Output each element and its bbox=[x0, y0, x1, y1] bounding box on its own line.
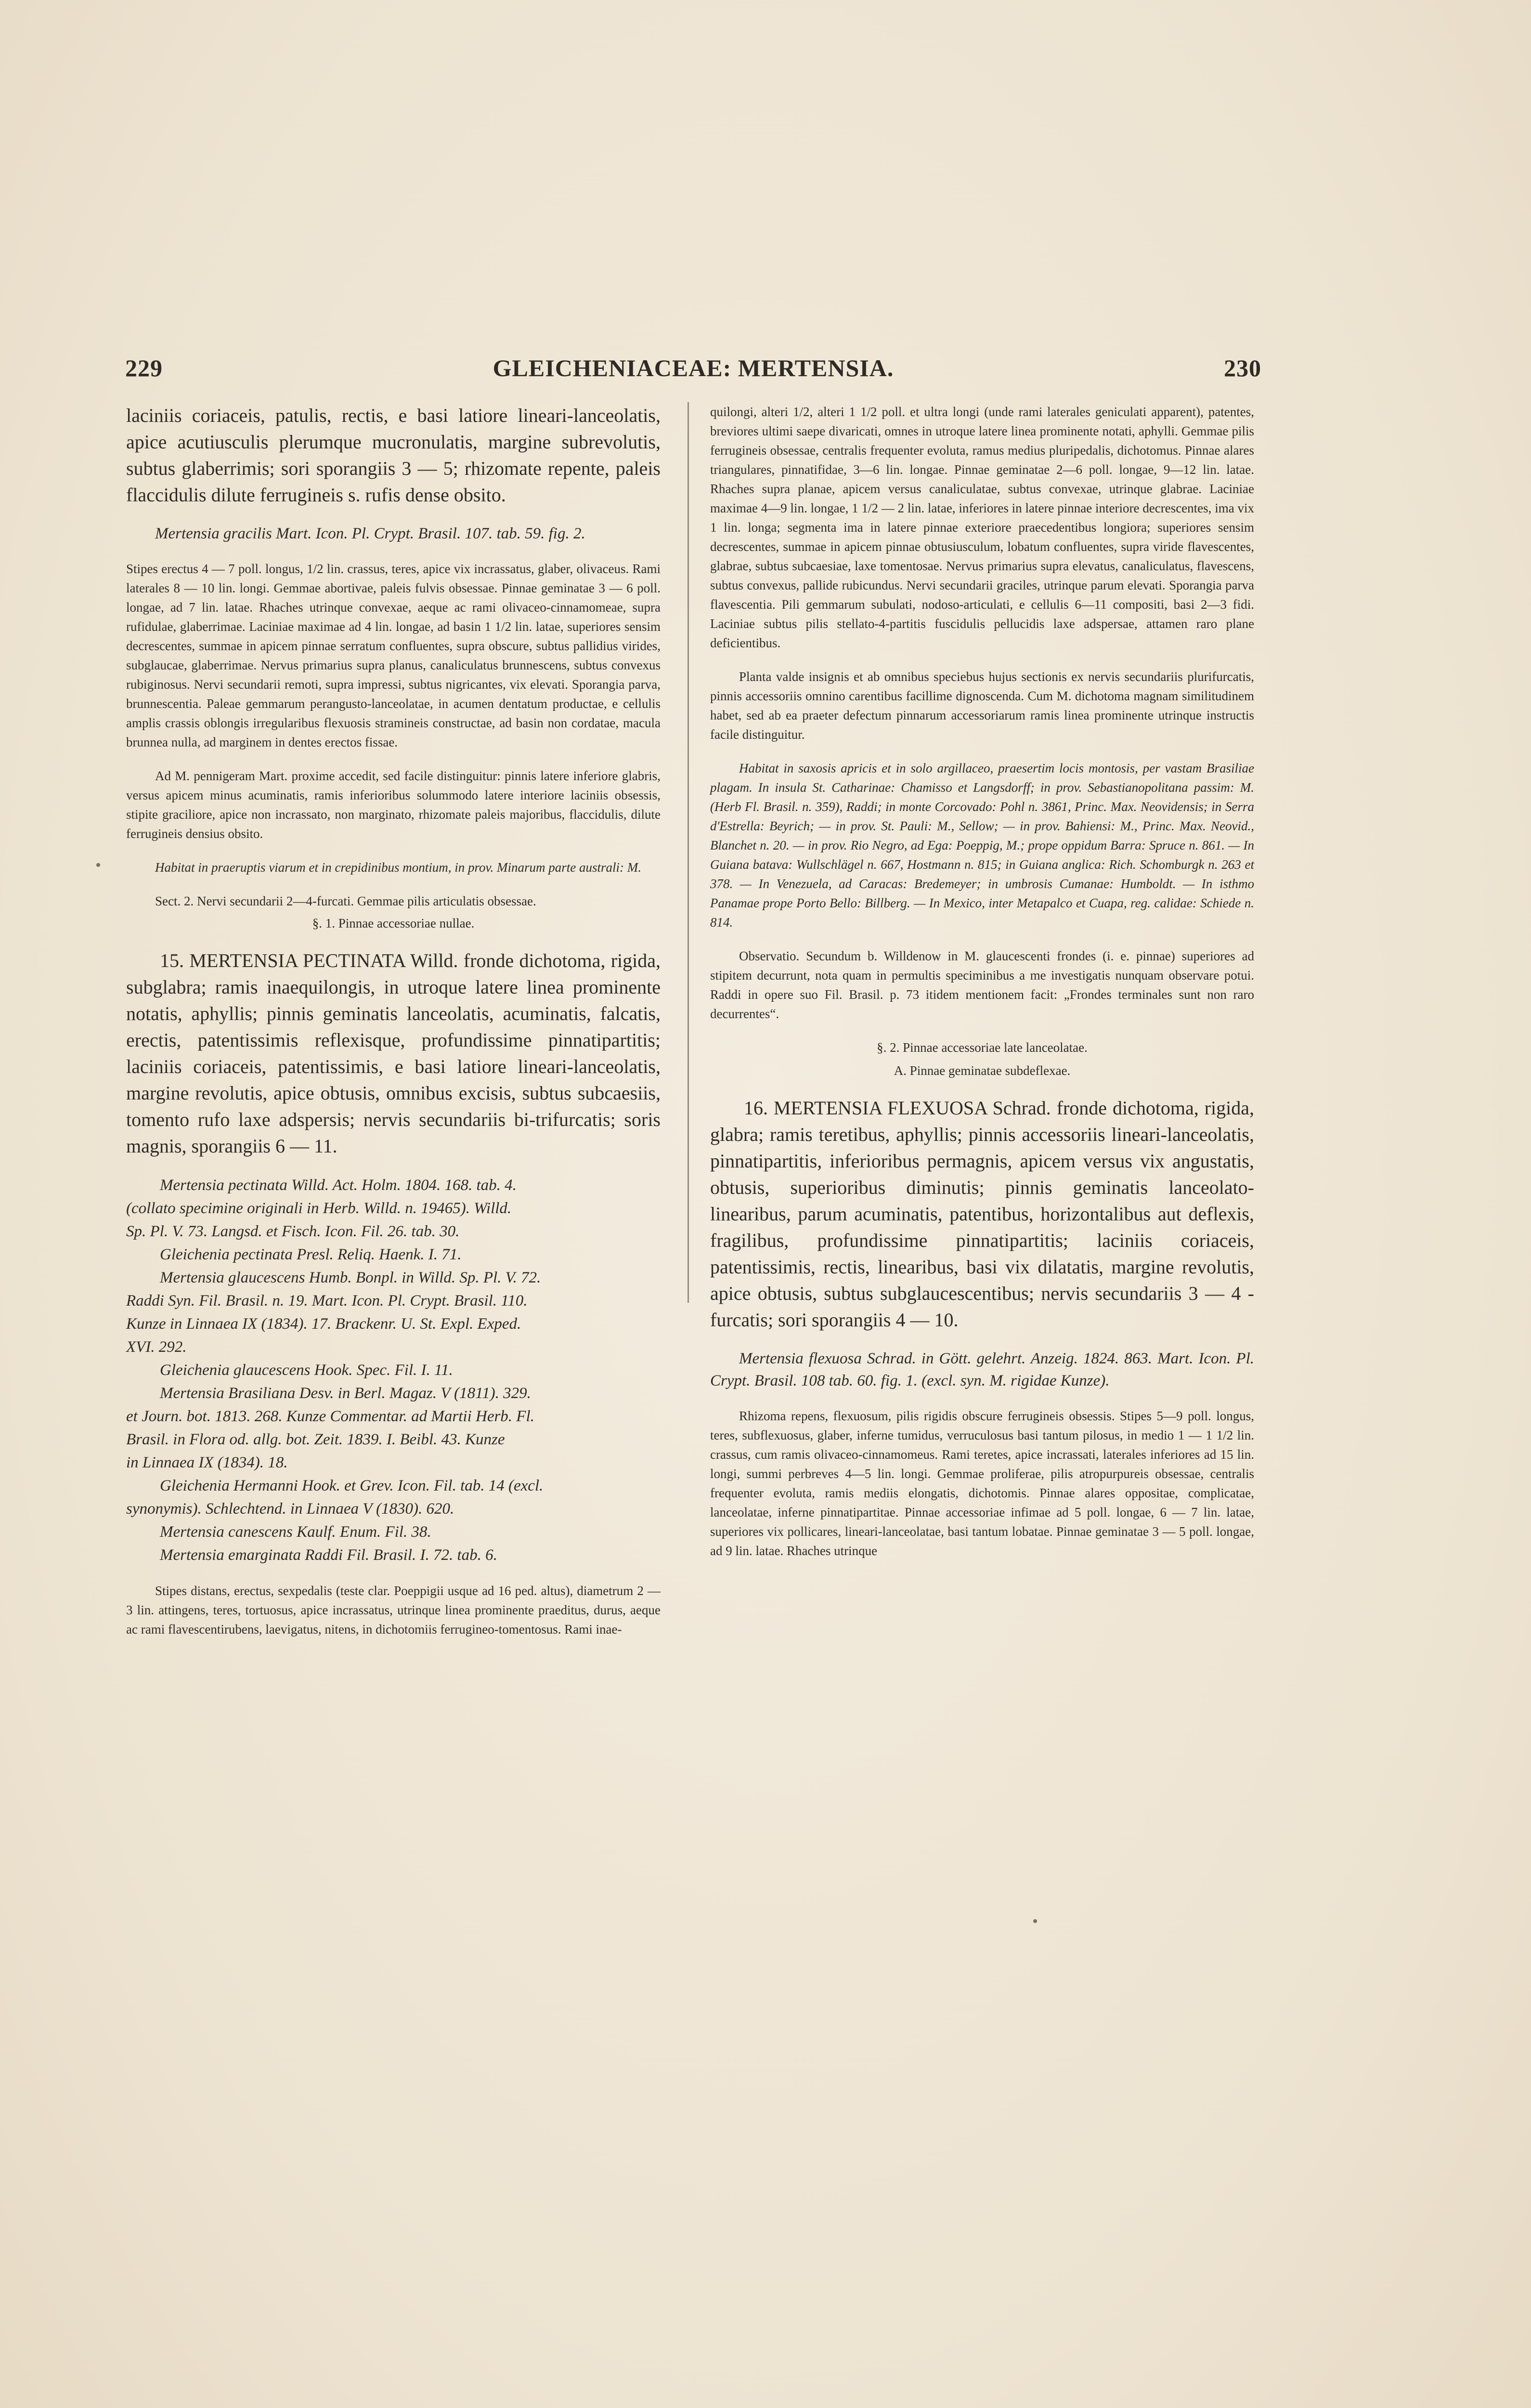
paper-speck bbox=[1033, 1919, 1037, 1923]
citation-line: Gleichenia glaucescens Hook. Spec. Fil. I. 11. bbox=[160, 1361, 453, 1379]
citation-mertensia-gracilis: Mertensia gracilis Mart. Icon. Pl. Crypt. Brasil. 107. tab. 59. fig. 2. bbox=[155, 525, 585, 542]
species-14-habitat: Habitat in praeruptis viarum et in crepidinibus montium, in prov. Minarum parte australi: M. bbox=[155, 860, 641, 875]
page-number-left: 229 bbox=[125, 354, 163, 381]
subsection-1-heading: §. 1. Pinnae accessoriae nullae. bbox=[312, 916, 475, 930]
citation-line: synonymis). Schlechtend. in Linnaea V (1830). 620. bbox=[126, 1500, 454, 1518]
citation-line: et Journ. bot. 1813. 268. Kunze Commentar. ad Martii Herb. Fl. bbox=[126, 1408, 534, 1425]
citation-line: Raddi Syn. Fil. Brasil. n. 19. Mart. Icon. Pl. Crypt. Brasil. 110. bbox=[126, 1292, 528, 1309]
left-column bbox=[126, 402, 661, 1653]
page-header bbox=[125, 354, 1261, 388]
column-divider bbox=[688, 402, 689, 1303]
citation-line: Gleichenia Hermanni Hook. et Grev. Icon. Fil. tab. 14 (excl. bbox=[160, 1477, 544, 1494]
species-14-comparison: Ad M. pennigeram Mart. proxime accedit, sed facile distinguitur: pinnis latere inferiore glabris, versus apicem minus acuminatis, ramis inferioribus solummodo latere interiore laciniis obsessis, stipite graciliore, apice non incrassato, non marginato, rhizomate paleis majoribus, flaccidulis, dilute ferrugineis densius obsito. bbox=[126, 769, 661, 841]
running-title: GLEICHENIACEAE: MERTENSIA. bbox=[493, 354, 894, 381]
species-15-details-continued: quilongi, alteri 1/2, alteri 1 1/2 poll. et ultra longi (unde rami laterales geniculati apparent), patentes, breviores ultimi saepe divaricati, omnes in utroque latere linea prominente notati, aphylli. Gemmae pilis ferrugineis obsessae, centralis frequenter evoluta, ramus medius pluripedalis, dichotomus. Pinnae alares triangulares, pinnatifidae, 3—6 lin. longae. Pinnae geminatae 2—6 poll. longae, 9—12 lin. latae. Rhaches supra planae, apicem versus canaliculatae, subtus convexae, utrinque glabrae. Laciniae maximae 4—9 lin. longae, 1 1/2 — 2 lin. latae, inferiores in latere pinnae interiore decrescentes, ima vix 1 lin. longa; segmenta ima in latere pinnae exteriore praecedentibus longiora; superiores sensim decrescentes, summae in apicem pinnae obtusiusculum, lobatum confluentes, supra viride flavescentes, glabrae, subtus subcaesiae, laxe tomentosae. Nervus primarius supra elevatus, canaliculatus, flavescens, subtus convexus, pallide rubicundus. Nervi secundarii graciles, utrinque parum elevati. Sporangia parva flavescentia. Pili gemmarum subulati, nodoso-articulati, e cellulis 6—11 compositi, basi 2—3 fidi. Laciniae subtus pilis stellato-4-partitis fuscidulis pellucidis laxe adspersae, attamen raro plane deficientibus. bbox=[710, 405, 1254, 650]
citation-line: Mertensia glaucescens Humb. Bonpl. in Willd. Sp. Pl. V. 72. bbox=[160, 1269, 541, 1286]
species-15-observation: Observatio. Secundum b. Willdenow in M. glaucescenti frondes (i. e. pinnae) superiores ad stipitem decurrunt, nota quam in permultis speciminibus a me investigatis nunquam observare potui. Raddi in opere suo Fil. Brasil. p. 73 itidem mentionem facit: „Frondes terminales sunt non raro decurrentes“. bbox=[710, 949, 1254, 1021]
citation-line: in Linnaea IX (1834). 18. bbox=[126, 1454, 288, 1471]
species-16-diagnosis: 16. MERTENSIA FLEXUOSA Schrad. fronde dichotoma, rigida, glabra; ramis teretibus, aphyllis; pinnis accessoriis lineari-lanceolatis, pinnatipartitis, inferioribus permagnis, apicem versus vix angustatis, obtusis, superioribus diminutis; pinnis geminatis lanceolato-linearibus, parum acuminatis, patentibus, horizontalibus aut deflexis, fragilibus, profundissime pinnatipartitis; laciniis coriaceis, patentissimis, rectis, linearibus, basi vix dilatatis, margine revolutis, apice obtusis, subtus subglaucescentibus; nervis secundariis 3 — 4 - furcatis; sori sporangiis 4 — 10. bbox=[710, 1097, 1254, 1331]
section-2-heading: Sect. 2. Nervi secundarii 2—4-furcati. Gemmae pilis articulatis obsessae. bbox=[155, 894, 536, 908]
species-15-diagnosis: 15. MERTENSIA PECTINATA Willd. fronde dichotoma, rigida, subglabra; ramis inaequilongis, in utroque latere linea prominente notatis, aphyllis; pinnis geminatis lanceolatis, acuminatis, falcatis, erectis, patentissimis reflexisque, profundissime pinnatipartitis; laciniis coriaceis, patentissimis, e basi latiore lineari-lanceolatis, margine revolutis, apice obtusis, omnibus excisis, subtus subcaesiis, tomento rufo laxe adspersis; nervis secundariis bi-trifurcatis; soris magnis, sporangiis 6 — 11. bbox=[126, 950, 661, 1157]
citation-line: XVI. 292. bbox=[126, 1338, 187, 1356]
citation-line: Kunze in Linnaea IX (1834). 17. Brackenr. U. St. Expl. Exped. bbox=[126, 1315, 521, 1333]
species-14-details: Stipes erectus 4 — 7 poll. longus, 1/2 lin. crassus, teres, apice vix incrassatus, glaber, olivaceus. Rami laterales 8 — 10 lin. longi. Gemmae abortivae, paleis fulvis obsessae. Pinnae geminatae 3 — 6 poll. longae, ad 7 lin. latae. Rhaches utrinque convexae, aeque ac rami olivaceo-cinnamomeae, supra rufidulae, glaberrimae. Laciniae maximae ad 4 lin. longae, ad basin 1 1/2 lin. latae, superiores sensim decrescentes, summae in apicem pinnae serratum confluentes, supra obscure, subtus pallidius virides, subglaucae, glaberrimae. Nervus primarius supra planus, canaliculatus brunnescens, subtus convexus rubiginosus. Nervi secundarii remoti, supra impressi, subtus nigricantes, vix elevati. Sporangia parva, brunnescentia. Paleae gemmarum perangusto-lanceolatae, in acumen dentatum productae, e cellulis amplis crassis oblongis irregularibus flexuosis stramineis constructae, ad basin non cordatae, macula brunnea nulla, ad marginem in dentes erectos fissae. bbox=[126, 562, 661, 749]
species-15-habitat: Habitat in saxosis apricis et in solo argillaceo, praesertim locis montosis, per vastam Brasiliae plagam. In insula St. Catharinae: Chamisso et Langsdorff; in prov. Sebastianopolitana passim: M. (Herb Fl. Brasil. n. 359), Raddi; in monte Corcovado: Pohl n. 3861, Princ. Max. Neovidensis; in Serra d'Estrella: Beyrich; — in prov. St. Pauli: M., Sellow; — in prov. Bahiensi: M., Princ. Max. Neovid., Blanchet n. 20. — in prov. Rio Negro, ad Ega: Poeppig, M.; prope oppidum Barra: Spruce n. 861. — In Guiana batava: Wullschlägel n. 667, Hostmann n. 815; in Guiana anglica: Rich. Schomburgk n. 263 et 378. — In Venezuela, ad Caracas: Bredemeyer; in umbrosis Cumanae: Humboldt. — In isthmo Panamae prope Porto Bello: Billberg. — In Mexico, inter Metapalco et Cuapa, reg. calidae: Schiede n. 814. bbox=[710, 761, 1254, 929]
citation-line: Sp. Pl. V. 73. Langsd. et Fisch. Icon. Fil. 26. tab. 30. bbox=[126, 1223, 460, 1240]
citation-line: Mertensia emarginata Raddi Fil. Brasil. I. 72. tab. 6. bbox=[160, 1546, 497, 1564]
paper-speck bbox=[96, 863, 100, 867]
right-column bbox=[710, 402, 1254, 1575]
citation-line: Gleichenia pectinata Presl. Reliq. Haenk. I. 71. bbox=[160, 1246, 462, 1263]
species-14-description-end: laciniis coriaceis, patulis, rectis, e basi latiore lineari-lanceolatis, apice acutiusculis plerumque mucronulatis, margine subrevolutis, subtus glaberrimis; sori sporangiis 3 — 5; rhizomate repente, paleis flaccidulis dilute ferrugineis s. rufis dense obsito. bbox=[126, 405, 661, 506]
species-15-details: Stipes distans, erectus, sexpedalis (teste clar. Poeppigii usque ad 16 ped. altus), diametrum 2 — 3 lin. attingens, teres, tortuosus, apice incrassatus, utrinque linea prominente praeditus, durus, aeque ac rami flavescentirubens, laevigatus, nitens, in dichotomiis ferrugineo-tomentosus. Rami inae- bbox=[126, 1584, 661, 1636]
subsection-2-heading: §. 2. Pinnae accessoriae late lanceolatae. bbox=[877, 1040, 1088, 1055]
citation-line: (collato specimine originali in Herb. Willd. n. 19465). Willd. bbox=[126, 1200, 512, 1217]
citation-mertensia-flexuosa: Mertensia flexuosa Schrad. in Gött. gelehrt. Anzeig. 1824. 863. Mart. Icon. Pl. Crypt. Brasil. 108 tab. 60. fig. 1. (excl. syn. M. rigidae Kunze). bbox=[710, 1350, 1254, 1389]
species-16-details: Rhizoma repens, flexuosum, pilis rigidis obscure ferrugineis obsessis. Stipes 5—9 poll. longus, teres, subflexuosus, glaber, inferne tumidus, verruculosus basi tantum pilosus, in medio 1 — 1 1/2 lin. crassus, cum ramis olivaceo-cinnamomeus. Rami teretes, apice incrassati, laterales inferiores ad 15 lin. longi, summi perbreves 4—5 lin. longi. Gemmae proliferae, pilis atropurpureis obsessae, centralis frequenter evoluta, ramis mediis elongatis, dichotomis. Pinnae alares oppositae, complicatae, lanceolatae, inferne pinnatipartitae. Pinnae accessoriae infimae ad 5 poll. longae, 6 — 7 lin. latae, superiores vix pollicares, lineari-lanceolatae, basi tantum lobatae. Pinnae geminatae 3 — 5 poll. longae, ad 9 lin. latae. Rhaches utrinque bbox=[710, 1409, 1254, 1558]
species-15-citations bbox=[126, 1174, 661, 1567]
species-15-remarks: Planta valde insignis et ab omnibus speciebus hujus sectionis ex nervis secundariis plurifurcatis, pinnis accessoriis omnino carentibus facillime dignoscenda. Cum M. dichotoma magnam similitudinem habet, sed ab ea praeter defectum pinnarum accessoriarum ramis linea prominente utrinque instructis facile distinguitur. bbox=[710, 669, 1254, 742]
citation-line: Mertensia Brasiliana Desv. in Berl. Magaz. V (1811). 329. bbox=[160, 1385, 531, 1402]
page-number-right: 230 bbox=[1224, 354, 1261, 381]
citation-line: Brasil. in Flora od. allg. bot. Zeit. 1839. I. Beibl. 43. Kunze bbox=[126, 1431, 505, 1448]
subsection-a-heading: A. Pinnae geminatae subdeflexae. bbox=[894, 1063, 1071, 1078]
citation-line: Mertensia canescens Kaulf. Enum. Fil. 38. bbox=[160, 1523, 431, 1541]
citation-line: Mertensia pectinata Willd. Act. Holm. 1804. 168. tab. 4. bbox=[160, 1177, 517, 1194]
